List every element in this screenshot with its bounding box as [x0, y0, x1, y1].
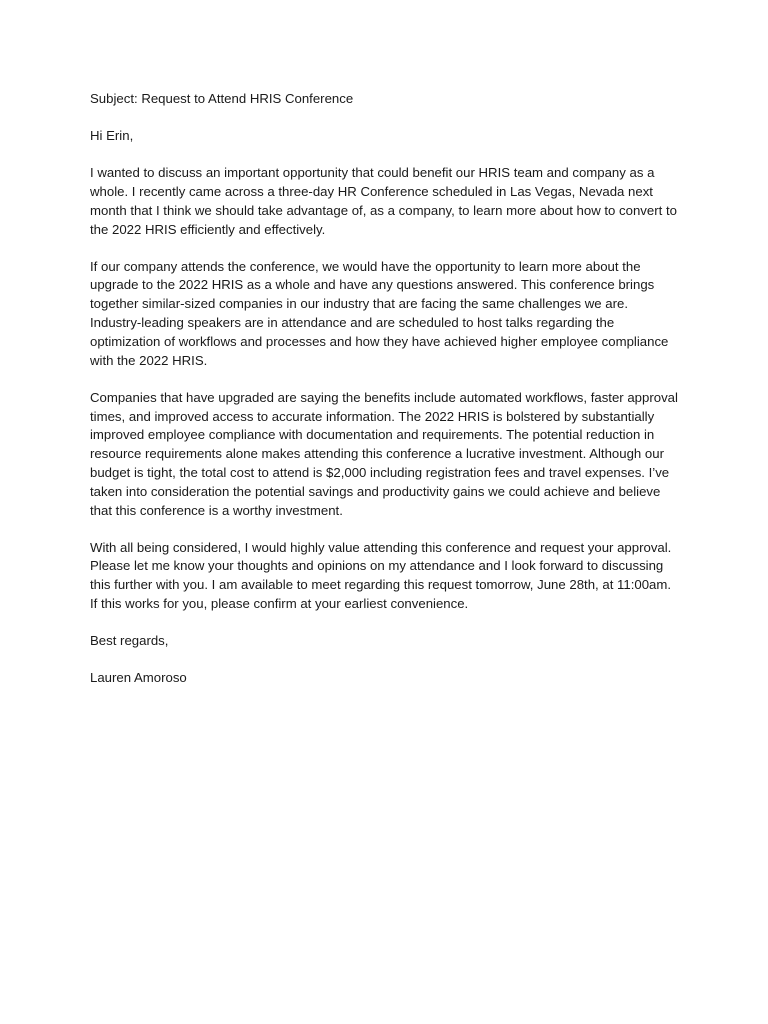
paragraph-upgrade-benefits: Companies that have upgraded are saying the benefits include automated workflows, faster approval times, and improved access to accurate information. The 2022 HRIS is bolstered by substantially improved employee compliance with documentation and requirements. The potential reduction in resource requirements alone makes attending this conference a lucrative investment. Although our budget is tight, the total cost to attend is $2,000 including registration fees and travel expenses. I’ve taken into consideration the potential savings and productivity gains we could achieve and believe that this conference is a worthy investment. — [90, 389, 678, 518]
letter-body — [90, 90, 678, 706]
subject-line: Subject: Request to Attend HRIS Conference — [90, 91, 354, 106]
signature: Lauren Amoroso — [90, 670, 187, 686]
closing: Best regards, — [90, 633, 169, 649]
paragraph-request-approval: With all being considered, I would highly value attending this conference and request your approval. Please let me know your thoughts and opinions on my attendance and I look forward to discussing this further with you. I am available to meet regarding this request tomorrow, June 28th, at 11:00am. If this works for you, please confirm at your earliest convenience. — [90, 539, 672, 612]
paragraph-opportunity: I wanted to discuss an important opportunity that could benefit our HRIS team and company as a whole. I recently came across a three-day HR Conference scheduled in Las Vegas, Nevada next month that I think we should take advantage of, as a company, to learn more about how to convert to the 2022 HRIS efficiently and effectively. — [90, 165, 677, 237]
paragraph-conference-benefits: If our company attends the conference, we would have the opportunity to learn more about the upgrade to the 2022 HRIS as a whole and have any questions answered. This conference brings together similar-sized companies in our industry that are facing the same challenges we are. Industry-leading speakers are in attendance and are scheduled to host talks regarding the optimization of workflows and processes and how they have achieved higher employee compliance with the 2022 HRIS. — [90, 258, 669, 368]
greeting: Hi Erin, — [90, 128, 134, 144]
